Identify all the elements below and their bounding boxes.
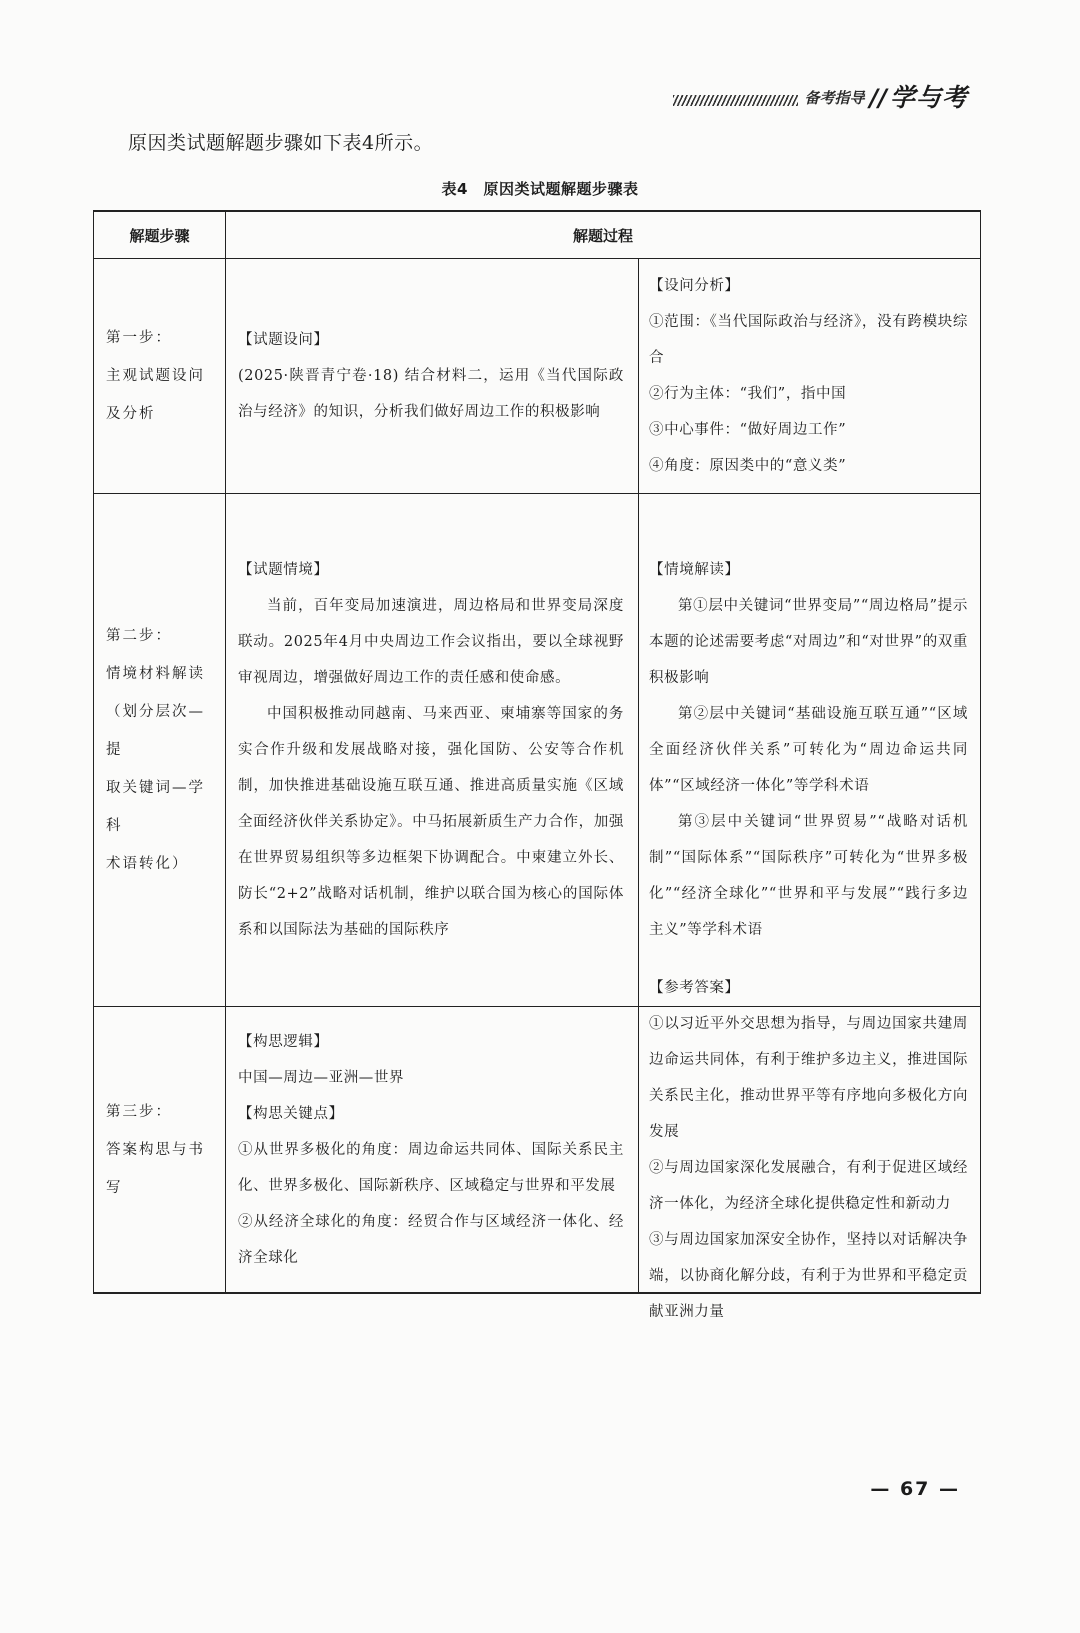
step-desc-line: （划分层次—提 [106, 704, 205, 758]
step-desc-line: 答案构思与书写 [106, 1141, 205, 1196]
section-heading: 【设问分析】 [649, 278, 740, 294]
process-left-cell [226, 259, 638, 493]
interpretation-paragraph: 第①层中关键词“世界变局”“周边格局”提示本题的论述需要考虑“对周边”和“对世界”的双重积极影响 [649, 598, 968, 686]
section-heading: 【构思关键点】 [238, 1105, 344, 1122]
process-left-cell [226, 1007, 638, 1292]
table-row-step2 [94, 493, 980, 1006]
step-desc-line: 术语转化） [106, 856, 189, 872]
step-cell [94, 494, 225, 1006]
section-heading: 【试题情境】 [238, 562, 329, 578]
intro-text: 原因类试题解题步骤如下表4所示。 [128, 132, 434, 154]
step-desc-line: 情境材料解读 [106, 666, 205, 682]
section-heading: 【试题设问】 [238, 332, 329, 348]
step-desc-line: 主观试题设问 [106, 368, 205, 384]
answer-item: ①以习近平外交思想为指导，与周边国家共建周边命运共同体，有利于维护多边主义，推进国际关系民主化，推动世界平等有序地向多极化方向发展 [649, 1015, 968, 1140]
analysis-item: ④角度：原因类中的“意义类” [649, 458, 847, 474]
section-heading: 【情境解读】 [649, 562, 740, 578]
step-cell [94, 259, 225, 493]
analysis-item: ①范围：《当代国际政治与经济》，没有跨模块综合 [649, 314, 968, 366]
interpretation-paragraph: 第③层中关键词“世界贸易”“战略对话机制”“国际体系”“国际秩序”可转化为“世界多极化”“经济全球化”“世界和平与发展”“践行多边主义”等学科术语 [649, 814, 968, 938]
context-paragraph: 中国积极推动同越南、马来西亚、柬埔寨等国家的务实合作升级和发展战略对接，强化国防、公安等合作机制，加快推进基础设施互联互通、推进高质量实施《区域全面经济伙伴关系协定》。中马拓展新质生产力合作，加强在世界贸易组织等多边框架下协调配合。中柬建立外长、防长“2+2”战略对话机制，维护以联合国为核心的国际体系和以国际法为基础的国际秩序 [238, 706, 624, 938]
key-point: ②从经济全球化的角度：经贸合作与区域经济一体化、经济全球化 [238, 1213, 624, 1266]
step-label: 第三步： [106, 1103, 172, 1120]
table-caption: 表4 原因类试题解题步骤表 [441, 180, 639, 198]
header-title: 学与考 [889, 83, 968, 112]
analysis-item: ②行为主体：“我们”，指中国 [649, 386, 847, 402]
table-header-row [94, 212, 980, 259]
key-point: ①从世界多极化的角度：周边命运共同体、国际关系民主化、世界多极化、国际新秩序、区域稳定与世界和平发展 [238, 1141, 624, 1194]
interpretation-paragraph: 第②层中关键词“基础设施互联互通”“区域全面经济伙伴关系”可转化为“周边命运共同体”“区域经济一体化”等学科术语 [649, 706, 968, 794]
step-label: 第一步： [106, 330, 172, 346]
column-header-step: 解题步骤 [129, 226, 190, 245]
answer-item: ③与周边国家加深安全协作，坚持以对话解决争端，以协商化解分歧，有利于为世界和平稳定贡献亚洲力量 [649, 1231, 968, 1320]
header-stripes-decoration [673, 95, 798, 106]
steps-table [93, 210, 981, 1320]
process-left-cell [226, 494, 638, 1006]
header-separator: // [869, 84, 887, 112]
process-right-cell [639, 494, 980, 1006]
step-cell [94, 1007, 225, 1292]
context-paragraph: 当前，百年变局加速演进，周边格局和世界变局深度联动。2025年4月中央周边工作会议指出，要以全球视野审视周边，增强做好周边工作的责任感和使命感。 [238, 598, 624, 686]
header-guide-label: 备考指导 [804, 89, 865, 107]
question-text: (2025·陕晋青宁卷·18) 结合材料二，运用《当代国际政治与经济》的知识，分析我们做好周边工作的积极影响 [238, 368, 624, 420]
page-number: — 67 — [870, 1478, 960, 1500]
column-header-process: 解题过程 [572, 226, 633, 245]
step-label: 第二步： [106, 628, 172, 644]
table-row-step3 [94, 979, 980, 1320]
process-right-cell [639, 979, 980, 1320]
section-heading: 【构思逻辑】 [238, 1033, 329, 1050]
logic-chain: 中国—周边—亚洲—世界 [238, 1069, 405, 1086]
section-heading: 【参考答案】 [649, 979, 740, 996]
step-desc-line: 及分析 [106, 406, 156, 422]
answer-item: ②与周边国家深化发展融合，有利于促进区域经济一体化，为经济全球化提供稳定性和新动力 [649, 1159, 968, 1212]
process-right-cell [639, 259, 980, 493]
table-row-step1 [94, 259, 980, 493]
analysis-item: ③中心事件：“做好周边工作” [649, 422, 847, 438]
page-header [673, 72, 968, 112]
step-desc-line: 取关键词—学科 [106, 780, 205, 834]
